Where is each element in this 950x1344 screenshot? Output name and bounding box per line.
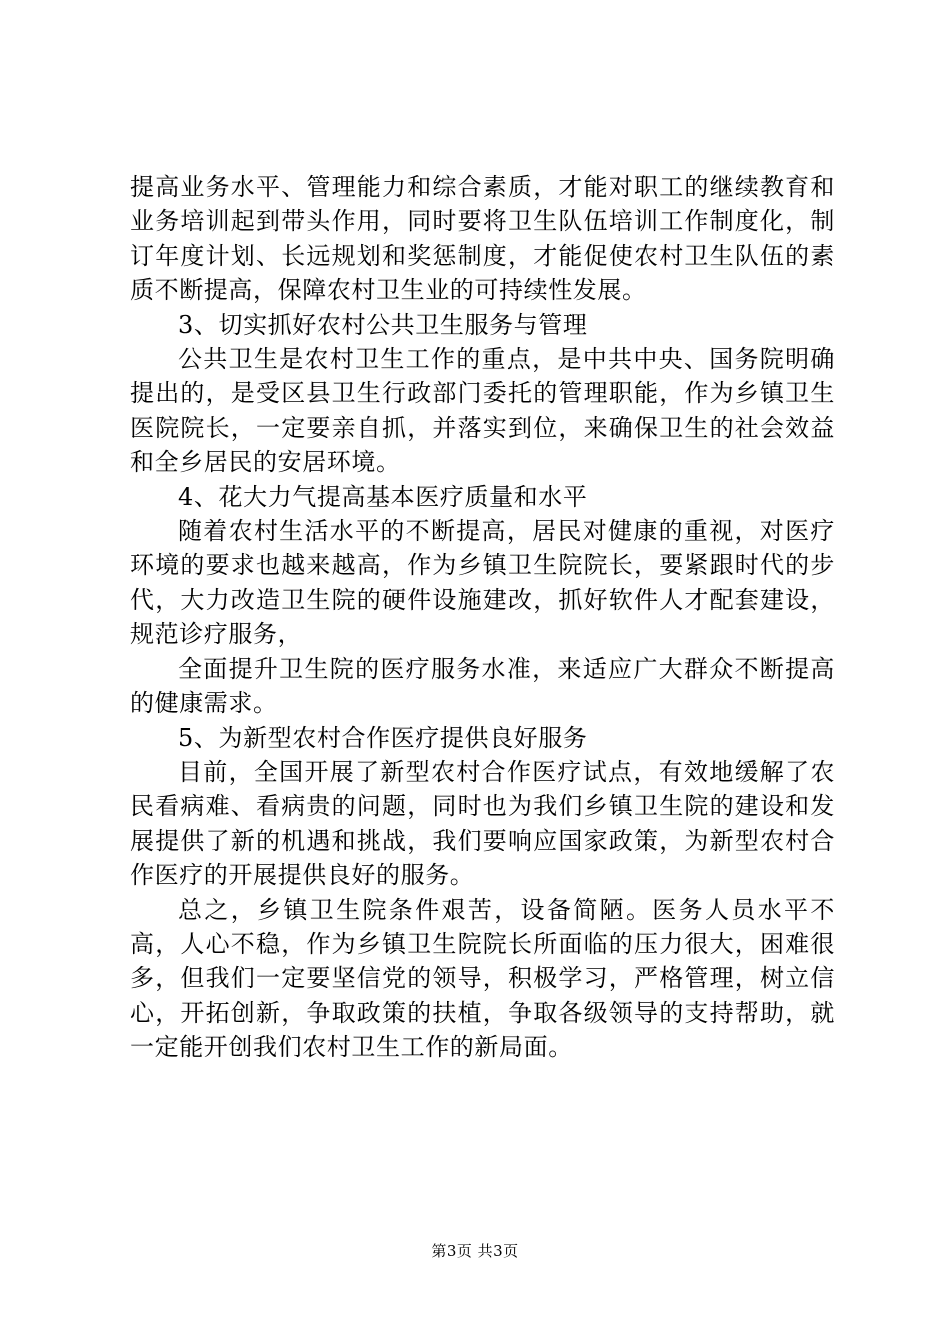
paragraph-service-level: 全面提升卫生院的医疗服务水准，来适应广大群众不断提高的健康需求。	[130, 654, 835, 718]
document-body	[130, 170, 835, 1065]
paragraph-continued: 提高业务水平、管理能力和综合素质，才能对职工的继续教育和业务培训起到带头作用，同时要将卫生队伍培训工作制度化，制订年度计划、长远规划和奖惩制度，才能促使农村卫生队伍的素质不断提高，保障农村卫生业的可持续性发展。	[130, 173, 835, 305]
paragraph-cooperative-medical: 目前，全国开展了新型农村合作医疗试点，有效地缓解了农民看病难、看病贵的问题，同时也为我们乡镇卫生院的建设和发展提供了新的机遇和挑战，我们要响应国家政策，为新型农村合作医疗的开展提供良好的服务。	[130, 757, 835, 890]
page-footer: 第3页 共3页	[431, 1242, 519, 1260]
section-heading-5: 5、为新型农村合作医疗提供良好服务	[178, 723, 588, 752]
paragraph-conclusion: 总之，乡镇卫生院条件艰苦，设备简陋。医务人员水平不高，人心不稳，作为乡镇卫生院院长所面临的压力很大，困难很多，但我们一定要坚信党的领导，积极学习，严格管理，树立信心，开拓创新，争取政策的扶植，争取各级领导的支持帮助，就一定能开创我们农村卫生工作的新局面。	[130, 895, 835, 1062]
section-heading-4: 4、花大力气提高基本医疗质量和水平	[178, 482, 588, 511]
section-heading-3: 3、切实抓好农村公共卫生服务与管理	[178, 310, 588, 339]
paragraph-public-health: 公共卫生是农村卫生工作的重点，是中共中央、国务院明确提出的，是受区县卫生行政部门委托的管理职能，作为乡镇卫生医院院长，一定要亲自抓，并落实到位，来确保卫生的社会效益和全乡居民的安居环境。	[130, 345, 835, 477]
paragraph-medical-quality: 随着农村生活水平的不断提高，居民对健康的重视，对医疗环境的要求也越来越高，作为乡镇卫生院院长，要紧跟时代的步代，大力改造卫生院的硬件设施建改，抓好软件人才配套建设，规范诊疗服务，	[130, 517, 835, 649]
